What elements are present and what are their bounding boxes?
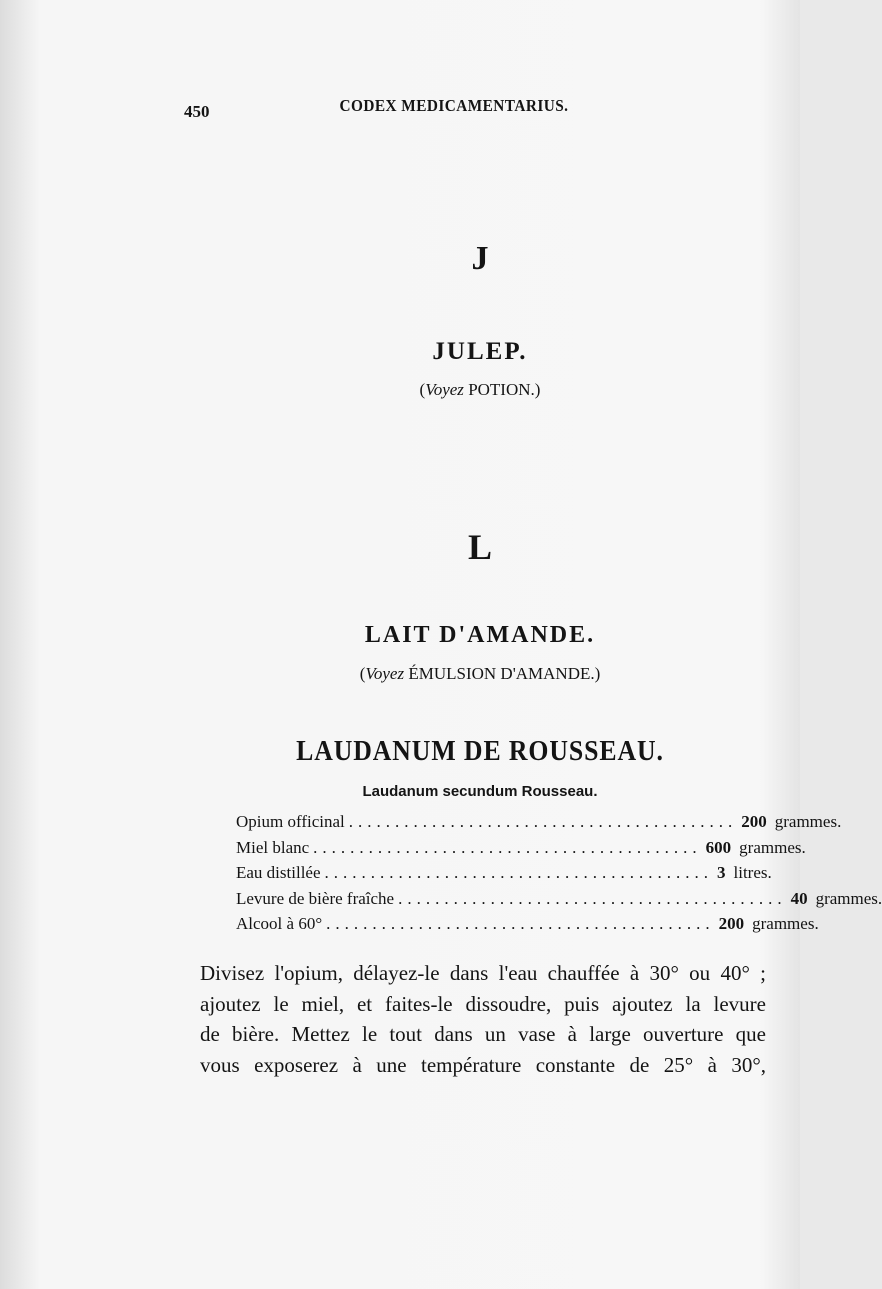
- section-letter-l: L: [467, 527, 492, 567]
- julep-heading: JULEP.: [432, 338, 528, 365]
- lait-ref-target: ÉMULSION D'AMANDE.: [408, 664, 595, 683]
- paragraph-line: ajoutez le miel, et faites-le dissoudre, puis ajoutez la levure: [200, 991, 766, 1016]
- lait-ref-word: Voyez: [365, 664, 405, 683]
- ingredient-quantity: 40: [790, 888, 808, 908]
- leader-dots: ..........................................: [313, 837, 702, 857]
- lait-heading: LAIT D'AMANDE.: [364, 622, 596, 648]
- ingredient-unit: grammes.: [774, 812, 842, 831]
- ingredient-unit: grammes.: [739, 837, 806, 857]
- ingredient-row: [236, 837, 806, 864]
- paragraph-line: de bière. Mettez le tout dans un vase à large ouverture que: [200, 1022, 766, 1046]
- julep-cross-reference: (Voyez POTION.): [419, 380, 541, 399]
- ingredient-name: Alcool à 60°: [236, 914, 323, 933]
- leader-dots: ..........................................: [348, 812, 738, 831]
- preparation-paragraph: [200, 958, 766, 1080]
- julep-ref-target: POTION.: [468, 380, 535, 399]
- running-title: CODEX MEDICAMENTARIUS.: [339, 96, 569, 115]
- ingredient-row: [236, 888, 882, 915]
- ingredient-quantity: 200: [741, 812, 767, 831]
- paragraph-line: Divisez l'opium, délayez-le dans l'eau chauffée à 30° ou 40° ;: [200, 961, 766, 985]
- ingredient-row: [236, 914, 819, 940]
- laudanum-heading: LAUDANUM DE ROUSSEAU.: [296, 736, 664, 767]
- ingredient-row: [236, 812, 842, 838]
- leader-dots: ..........................................: [398, 888, 787, 908]
- paragraph-line: vous exposerez à une température constante de 25° à 30°,: [200, 1052, 766, 1077]
- ingredient-quantity: 600: [705, 837, 732, 857]
- ingredient-quantity: 200: [718, 914, 745, 933]
- ingredient-name: Levure de bière fraîche: [236, 888, 395, 908]
- ingredient-unit: grammes.: [752, 914, 819, 933]
- ingredient-name: Eau distillée: [236, 863, 321, 882]
- leader-dots: ..........................................: [326, 914, 715, 933]
- ingredient-list: [236, 812, 882, 940]
- ingredient-unit: litres.: [733, 863, 772, 882]
- leader-dots: ..........................................: [324, 863, 714, 882]
- page-number: 450: [184, 102, 210, 121]
- laudanum-subtitle: Laudanum secundum Rousseau.: [362, 783, 598, 800]
- ingredient-unit: grammes.: [815, 888, 882, 908]
- lait-cross-reference: (Voyez ÉMULSION D'AMANDE.): [359, 664, 601, 683]
- julep-ref-word: Voyez: [425, 380, 464, 399]
- ingredient-name: Miel blanc: [236, 837, 310, 857]
- ingredient-row: [236, 863, 772, 889]
- section-letter-j: J: [471, 240, 489, 277]
- ingredient-quantity: 3: [717, 863, 726, 882]
- ingredient-name: Opium officinal: [236, 812, 345, 831]
